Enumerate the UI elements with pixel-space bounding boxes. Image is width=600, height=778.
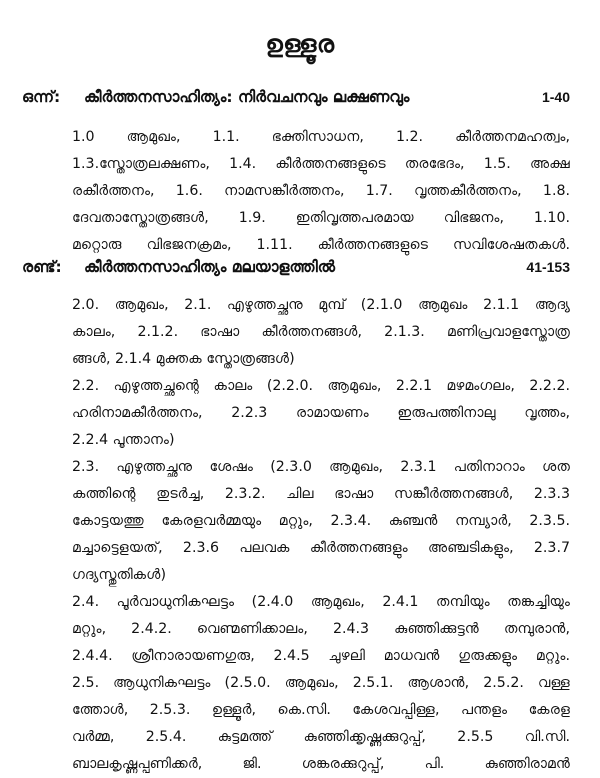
section-page-range: 41-153 [526, 259, 570, 275]
section-body-1 [72, 124, 570, 259]
section-label: രണ്ട്: [22, 258, 62, 276]
content-line: കാലം, 2.1.2. ഭാഷാ കീർത്തനങ്ങൾ, 2.1.3. മണിപ്രവാളസ്തോത്ര [72, 324, 570, 340]
section-header-1 [22, 88, 570, 114]
content-line: ബാലകൃഷ്ണപ്പണിക്കർ, ജി. ശങ്കരക്കുറുപ്പ്, പി. കുഞ്ഞിരാമൻ [72, 756, 570, 772]
content-line: ങ്ങൾ, 2.1.4 മുക്തക സ്തോത്രങ്ങൾ) [72, 351, 295, 367]
content-line: മറ്റും, 2.4.2. വെണ്മണിക്കാലം, 2.4.3 കുഞ്ഞിക്കുട്ടൻ തമ്പുരാൻ, [72, 621, 570, 637]
section-page-range: 1-40 [541, 89, 570, 105]
content-line: 1.3.സ്തോത്രലക്ഷണം, 1.4. കീർത്തനങ്ങളുടെ തരഭേദം, 1.5. അക്ഷ [72, 156, 570, 172]
content-line: മച്ചാട്ടെളയത്, 2.3.6 പലവക കീർത്തനങ്ങളും അഞ്ചടികളും, 2.3.7 [72, 540, 570, 556]
content-line: ഹരിനാമകീർത്തനം, 2.2.3 രാമായണം ഇരുപത്തിനാലു വൃത്തം, [72, 405, 570, 421]
section-body-2 [72, 292, 570, 778]
content-line: 2.2.4 പൂന്താനം) [72, 432, 175, 448]
content-line: ഗദ്യസ്തുതികൾ) [72, 567, 166, 583]
content-line: കോട്ടയത്തു കേരളവർമ്മയും മറ്റും, 2.3.4. കുഞ്ചൻ നമ്പ്യാർ, 2.3.5. [72, 513, 570, 529]
content-line: 2.2. എഴുത്തച്ഛന്റെ കാലം (2.2.0. ആമുഖം, 2.2.1 മഴമംഗലം, 2.2.2. [72, 378, 570, 394]
page-title: ഉള്ളൂര [265, 30, 335, 58]
content-line: 2.5. ആധുനികഘട്ടം (2.5.0. ആമുഖം, 2.5.1. ആശാൻ, 2.5.2. വള്ള [72, 675, 570, 691]
content-line: 1.0 ആമുഖം, 1.1. ഭക്തിസാധന, 1.2. കീർത്തനമഹത്വം, [72, 129, 570, 145]
content-line: 2.4.4. ശ്രീനാരായണഗുരു, 2.4.5 ചുഴലി മാധവൻ ഗുരുക്കളും മറ്റും. [72, 648, 570, 664]
content-line: കത്തിന്റെ തുടർച്ച, 2.3.2. ചില ഭാഷാ സങ്കീർത്തനങ്ങൾ, 2.3.3 [72, 486, 570, 502]
section-title: കീർത്തനസാഹിത്യം: നിർവചനവും ലക്ഷണവും [84, 88, 410, 106]
content-line: ത്തോൾ, 2.5.3. ഉള്ളൂർ, കെ.സി. കേശവപ്പിള്ള, പന്തളം കേരള [72, 702, 570, 718]
section-header-2 [22, 258, 570, 284]
content-line: വർമ്മ, 2.5.4. കുട്ടമത്ത് കുഞ്ഞിക്കൃഷ്ണക്കുറുപ്പ്, 2.5.5 വി.സി. [72, 729, 570, 745]
content-line: 2.0. ആമുഖം, 2.1. എഴുത്തച്ഛനു മുമ്പ് (2.1.0 ആമുഖം 2.1.1 ആദ്യ [72, 297, 570, 313]
section-title: കീർത്തനസാഹിത്യം മലയാളത്തിൽ [84, 258, 336, 276]
content-line: രകീർത്തനം, 1.6. നാമസങ്കീർത്തനം, 1.7. വൃത്തകീർത്തനം, 1.8. [72, 183, 570, 199]
content-line: ദേവതാസ്തോത്രങ്ങൾ, 1.9. ഇതിവൃത്തപരമായ വിഭജനം, 1.10. [72, 210, 570, 226]
content-line: 2.4. പൂർവാധുനികഘട്ടം (2.4.0 ആമുഖം, 2.4.1 തമ്പിയും തങ്കച്ചിയും [72, 594, 570, 610]
content-line: 2.3. എഴുത്തച്ഛനു ശേഷം (2.3.0 ആമുഖം, 2.3.1 പതിനാറാം ശത [72, 459, 570, 475]
content-line: മറ്റൊരു വിഭജനക്രമം, 1.11. കീർത്തനങ്ങളുടെ സവിശേഷതകൾ. [72, 237, 570, 253]
section-label: ഒന്ന്: [22, 88, 61, 106]
